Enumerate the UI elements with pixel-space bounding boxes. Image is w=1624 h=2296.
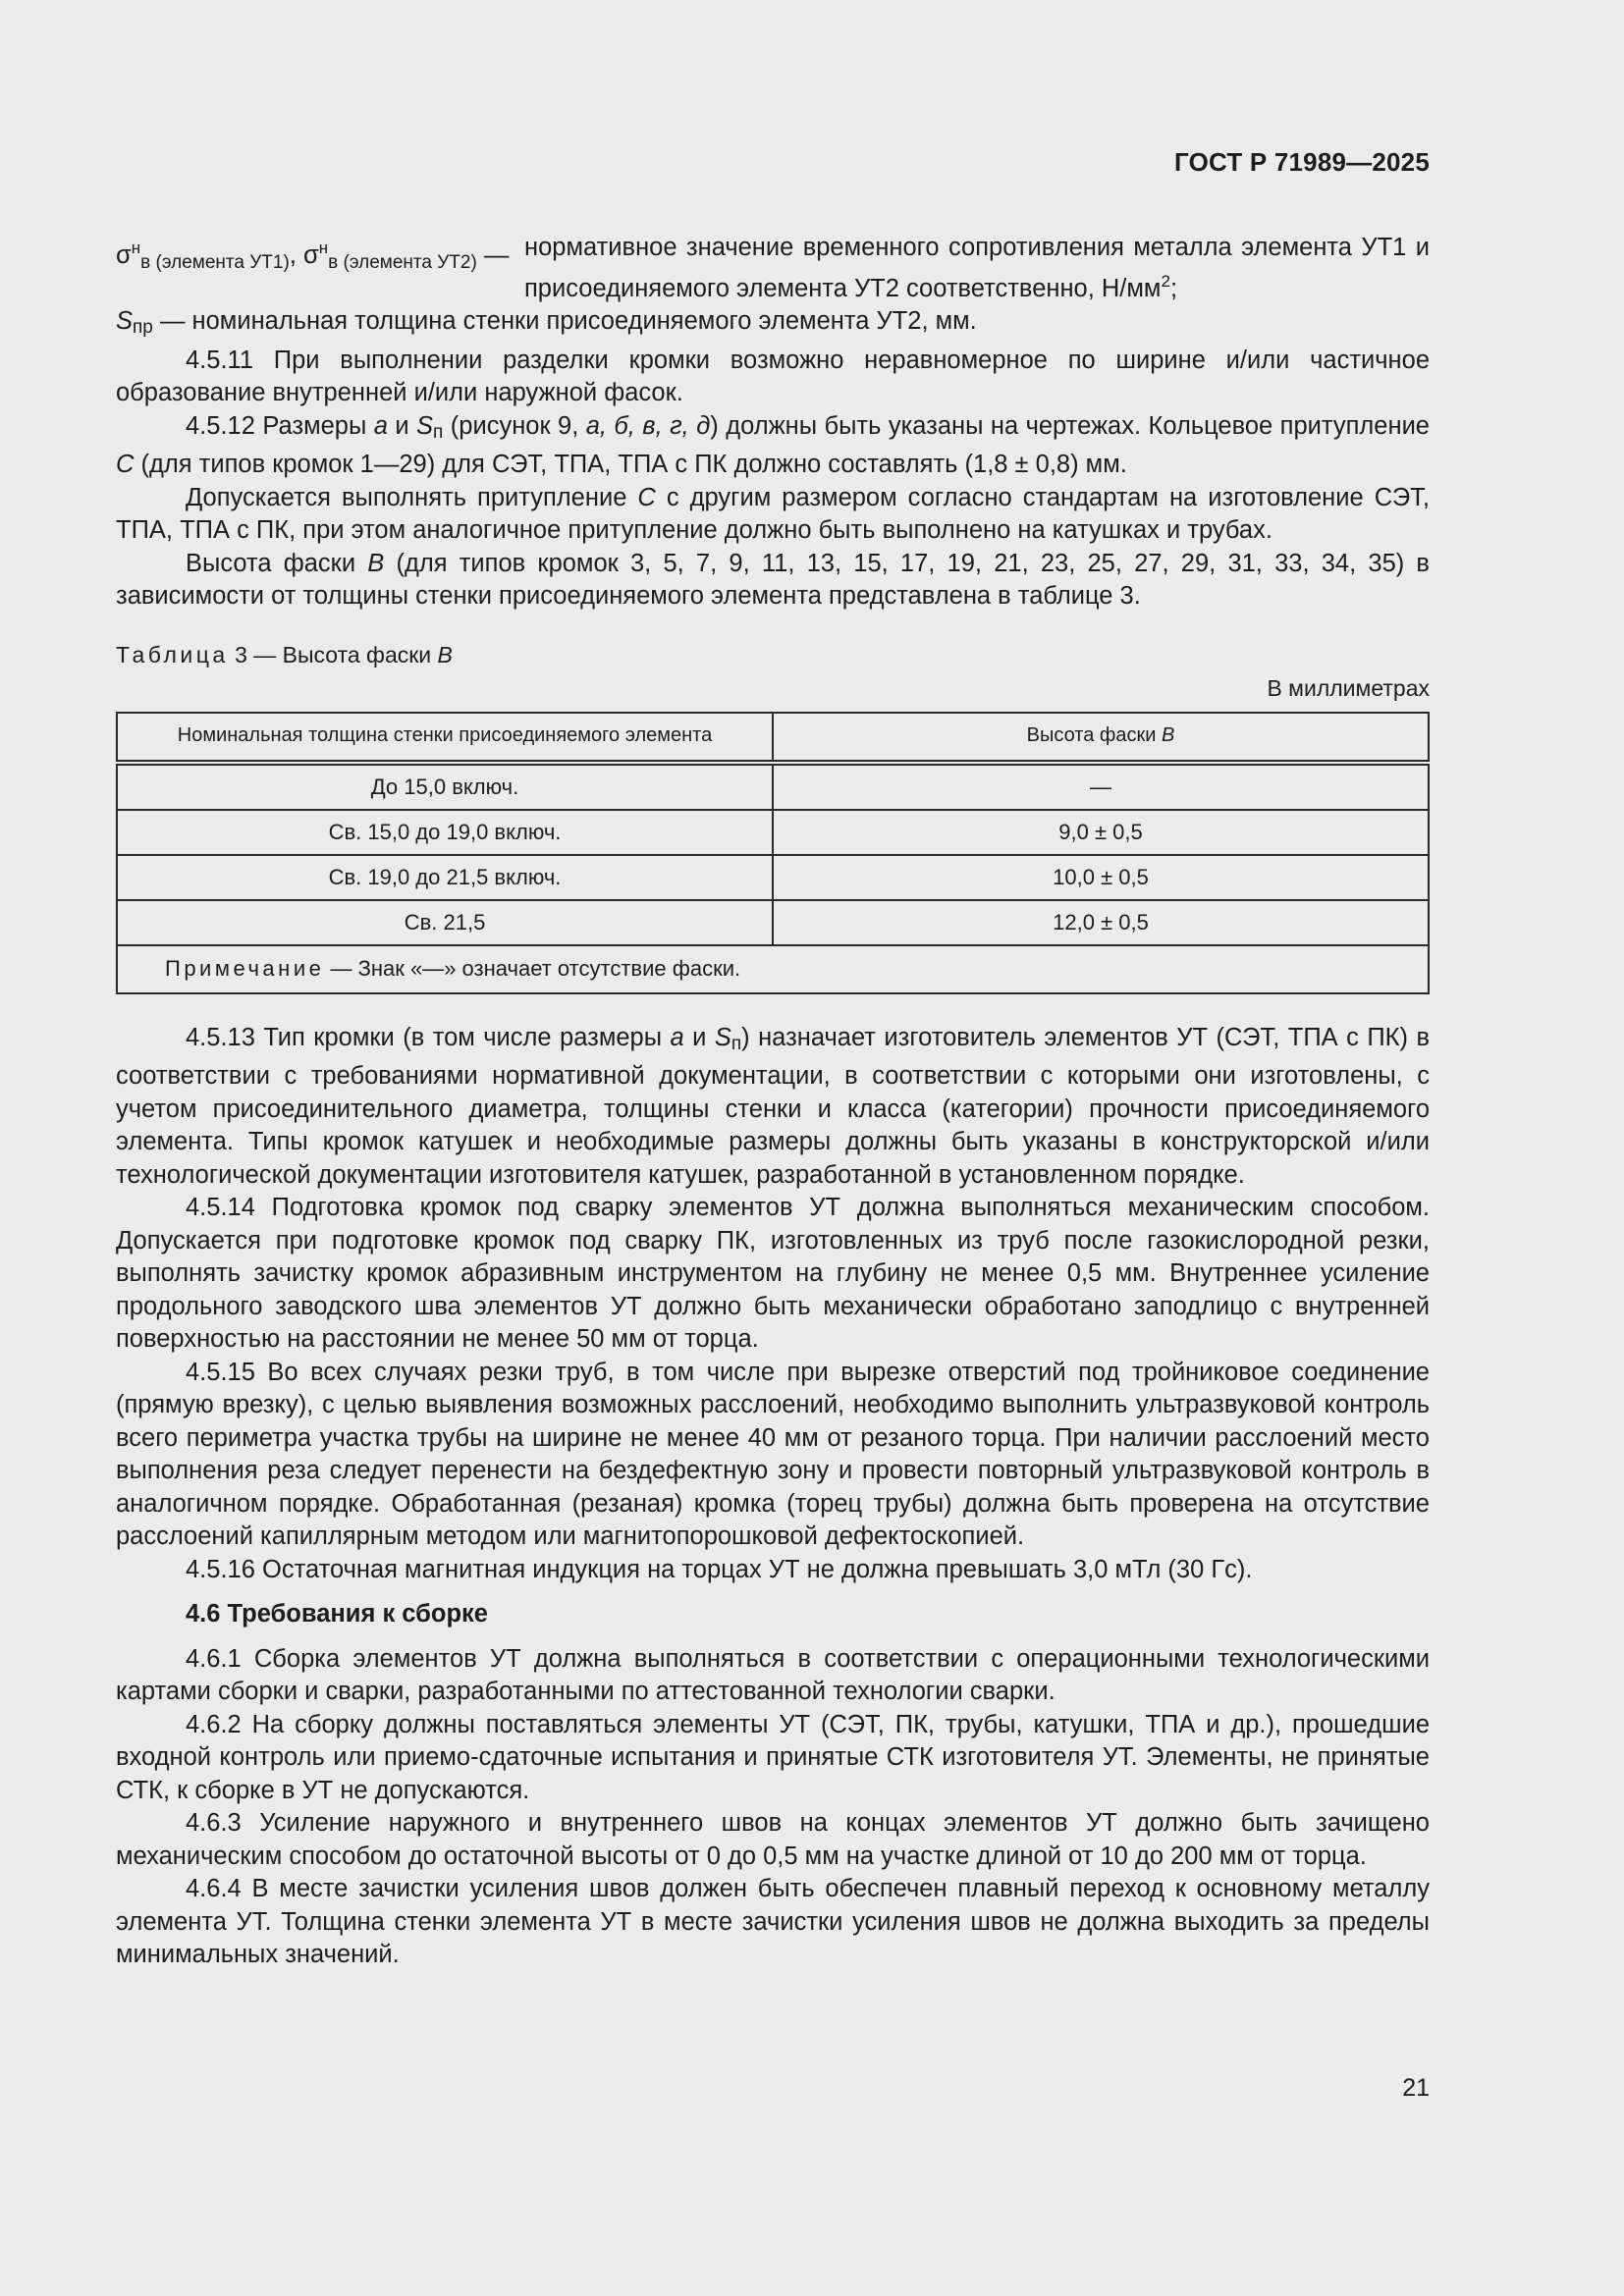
table-note-row [117, 945, 1429, 993]
table-header-row [117, 713, 1429, 763]
paragraph-4-6-1: 4.6.1 Сборка элементов УТ должна выполняться в соответствии с операционными технологическими картами сборки и сварки, разработанными по аттестованной технологии сварки. [116, 1644, 1430, 1705]
table-row [117, 763, 1429, 810]
paragraph-4-5-11: 4.5.11 При выполнении разделки кромки возможно неравномерное по ширине и/или частичное образование внутренней и/или наружной фасок. [116, 346, 1430, 406]
cell-height: — [773, 763, 1429, 810]
cell-thickness: Св. 15,0 до 19,0 включ. [117, 810, 773, 855]
paragraph-4-5-15: 4.5.15 Во всех случаях резки труб, в том числе при вырезке отверстий под тройниковое соединение (прямую врезку), с целью выявления возможных расслоений, необходимо выполнить ультразвуковой контроль всего периметра участка трубы на ширине не менее 40 мм от резаного торца. При наличии расслоений место выполнения реза следует перенести на бездефектную зону и провести повторный ультразвуковой контроль в аналогичном порядке. Обработанная (резаная) кромка (торец трубы) должна быть проверена на отсутствие расслоений капиллярным методом или магнитопорошковой дефектоскопией. [116, 1358, 1430, 1550]
table-caption: Таблица 3 — Высота фаски В [116, 641, 453, 667]
paragraph-4-5-12: 4.5.12 Размеры a и $S_п$ (рисунок 9, а, б, в, г, д) должны быть указаны на чертежах. Кольцевое притупление С (для типов кромок 1—29) для СЭТ, ТПА, ТПА с ПК должно составлять (1,8 ± 0,8) мм. [116, 411, 1430, 478]
document-id-header: ГОСТ Р 71989—2025 [1174, 147, 1430, 177]
paragraph-4-6-3: 4.6.3 Усиление наружного и внутреннего швов на концах элементов УТ должно быть зачищено механическим способом до остаточной высоты от 0 до 0,5 мм на участке длиной от 10 до 200 мм от торца. [116, 1809, 1430, 1870]
cell-thickness: До 15,0 включ. [117, 763, 773, 810]
column-header-thickness: Номинальная толщина стенки присоединяемого элемента [117, 713, 773, 763]
definition-s-pr: $S_{пр}$ — номинальная толщина стенки присоединяемого элемента УТ2, мм. [116, 307, 977, 338]
table-note: Примечание — Знак «—» означает отсутствие фаски. [117, 945, 1429, 993]
paragraph-4-5-14: 4.5.14 Подготовка кромок под сварку элементов УТ должна выполняться механическим способом. Допускается при подготовке кромок под сварку ПК, изготовленных из труб после газокислородной резки, выполнять зачистку кромок абразивным инструментом на глубину не менее 0,5 мм. Внутреннее усиление продольного заводского шва элементов УТ должно быть механически обработано заподлицо с внутренней поверхностью на расстоянии не менее 50 мм от торца. [116, 1194, 1430, 1353]
page-number: 21 [1402, 2074, 1430, 2102]
cell-height: 12,0 ± 0,5 [773, 900, 1429, 945]
paragraph-4-5-16: 4.5.16 Остаточная магнитная индукция на торцах УТ не должна превышать 3,0 мТл (30 Гс). [186, 1555, 1253, 1583]
table-row [117, 855, 1429, 900]
paragraph-4-5-13: 4.5.13 Тип кромки (в том числе размеры а и $S_п$) назначает изготовитель элементов УТ (СЭТ, ТПА с ПК) в соответствии с требованиями нормативной документации, в соответствии с которыми они изготовлены, с учетом присоединительного диаметра, толщины стенки и класса (категории) прочности присоединяемого элемента. Типы кромок катушек и необходимые размеры должны быть указаны в конструкторской и/или технологической документации изготовителя катушек, разработанной в установленном порядке. [116, 1023, 1430, 1189]
section-heading-4-6: 4.6 Требования к сборке [186, 1600, 488, 1628]
table-3-chamfer-height [116, 712, 1430, 994]
definition-text: нормативное значение временного сопротивления металла элемента УТ1 и присоединяемого элемента УТ2 соответственно, $Н/мм^2$; [524, 234, 1430, 302]
cell-thickness: Св. 21,5 [117, 900, 773, 945]
paragraph-dopuskaetsya: Допускается выполнять притупление С с другим размером согласно стандартам на изготовление СЭТ, ТПА, ТПА с ПК, при этом аналогичное притупление должно быть выполнено на катушках и трубах. [116, 483, 1430, 544]
definition-sigma [116, 232, 1430, 305]
table-row [117, 810, 1429, 855]
cell-height: 9,0 ± 0,5 [773, 810, 1429, 855]
paragraph-vysota-faski: Высота фаски В (для типов кромок 3, 5, 7, 9, 11, 13, 15, 17, 19, 21, 23, 25, 27, 29, 31, 33, 34, 35) в зависимости от толщины стенки присоединяемого элемента представлена в таблице 3. [116, 549, 1430, 610]
paragraph-4-6-2: 4.6.2 На сборку должны поставляться элементы УТ (СЭТ, ПК, трубы, катушки, ТПА и др.), прошедшие входной контроль или приемо-сдаточные испытания и принятые СТК изготовителя УТ. Элементы, не принятые СТК, к сборке в УТ не допускаются. [116, 1710, 1430, 1804]
cell-height: 10,0 ± 0,5 [773, 855, 1429, 900]
paragraph-4-6-4: 4.6.4 В месте зачистки усиления швов должен быть обеспечен плавный переход к основному металлу элемента УТ. Толщина стенки элемента УТ в месте зачистки усиления швов не должна выходить за пределы минимальных значений. [116, 1875, 1430, 1968]
table-units: В миллиметрах [1267, 674, 1430, 701]
cell-thickness: Св. 19,0 до 21,5 включ. [117, 855, 773, 900]
column-header-height: Высота фаски В [773, 713, 1429, 763]
definition-term: $\sigma^нв$ (элемента УТ1), $\sigma^нв$ (элемента УТ2) — [116, 239, 510, 273]
table-row [117, 900, 1429, 945]
page-content [116, 232, 1430, 1972]
